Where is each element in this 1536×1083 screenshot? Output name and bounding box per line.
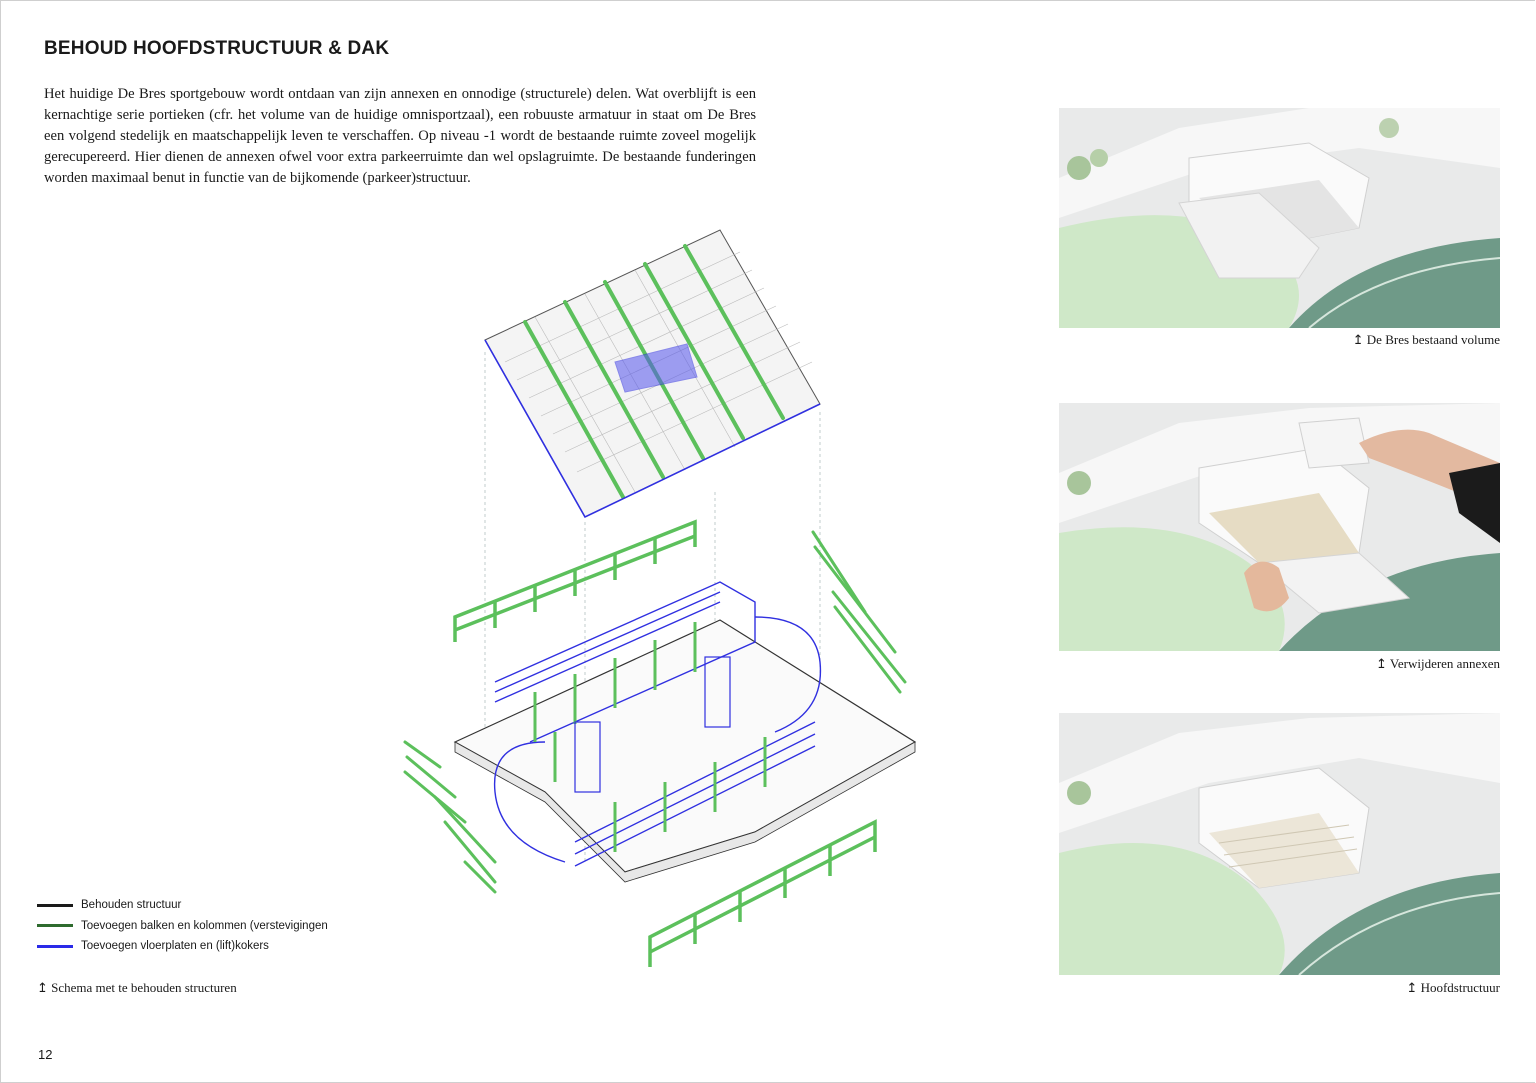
- photo-caption-1: ↥ De Bres bestaand volume: [1352, 332, 1500, 347]
- scale-model-photo-hands-icon: [1059, 403, 1500, 651]
- photo-caption-3: ↥ Hoofdstructuur: [1406, 980, 1500, 995]
- scale-model-photo-icon: [1059, 108, 1500, 328]
- legend: [37, 895, 328, 957]
- roof-slab: [485, 230, 820, 517]
- legend-item: [37, 936, 328, 957]
- diagram-caption: ↥ Schema met te behouden structuren: [37, 980, 237, 995]
- legend-label: Behouden structuur: [81, 899, 182, 912]
- photo-caption-2: ↥ Verwijderen annexen: [1376, 656, 1500, 671]
- scale-model-photo-2: [1059, 403, 1500, 651]
- scale-model-photo-1: [1059, 108, 1500, 328]
- legend-swatch-black: [37, 904, 73, 907]
- page-number: 12: [38, 1047, 53, 1062]
- scale-model-photo-3: [1059, 713, 1500, 975]
- legend-label: Toevoegen balken en kolommen (verstevigingen: [81, 919, 328, 932]
- legend-swatch-green: [37, 924, 73, 927]
- legend-label: Toevoegen vloerplaten en (lift)kokers: [81, 940, 269, 953]
- legend-item: [37, 895, 328, 916]
- scale-model-photo-icon: [1059, 713, 1500, 975]
- legend-swatch-blue: [37, 945, 73, 948]
- axonometric-structure-diagram: [395, 222, 940, 982]
- intro-paragraph: Het huidige De Bres sportgebouw wordt ontdaan van zijn annexen en onnodige (structurele) delen. Wat overblijft is een kernachtige serie portieken (cfr. het volume van de huidige omnisportzaal), een robuuste armatuur in staat om De Bres een volgend stedelijk en maatschappelijk leven te verschaffen. Op niveau -1 wordt de bestaande ruimte zoveel mogelijk gerecupereerd. Hier dienen de annexen ofwel voor extra parkeerruimte dan wel opslagruimte. De bestaande funderingen worden maximaal benut in functie van de bijkomende (parkeer)structuur.: [44, 86, 756, 186]
- page-title: BEHOUD HOOFDSTRUCTUUR & DAK: [44, 38, 390, 59]
- legend-item: [37, 916, 328, 937]
